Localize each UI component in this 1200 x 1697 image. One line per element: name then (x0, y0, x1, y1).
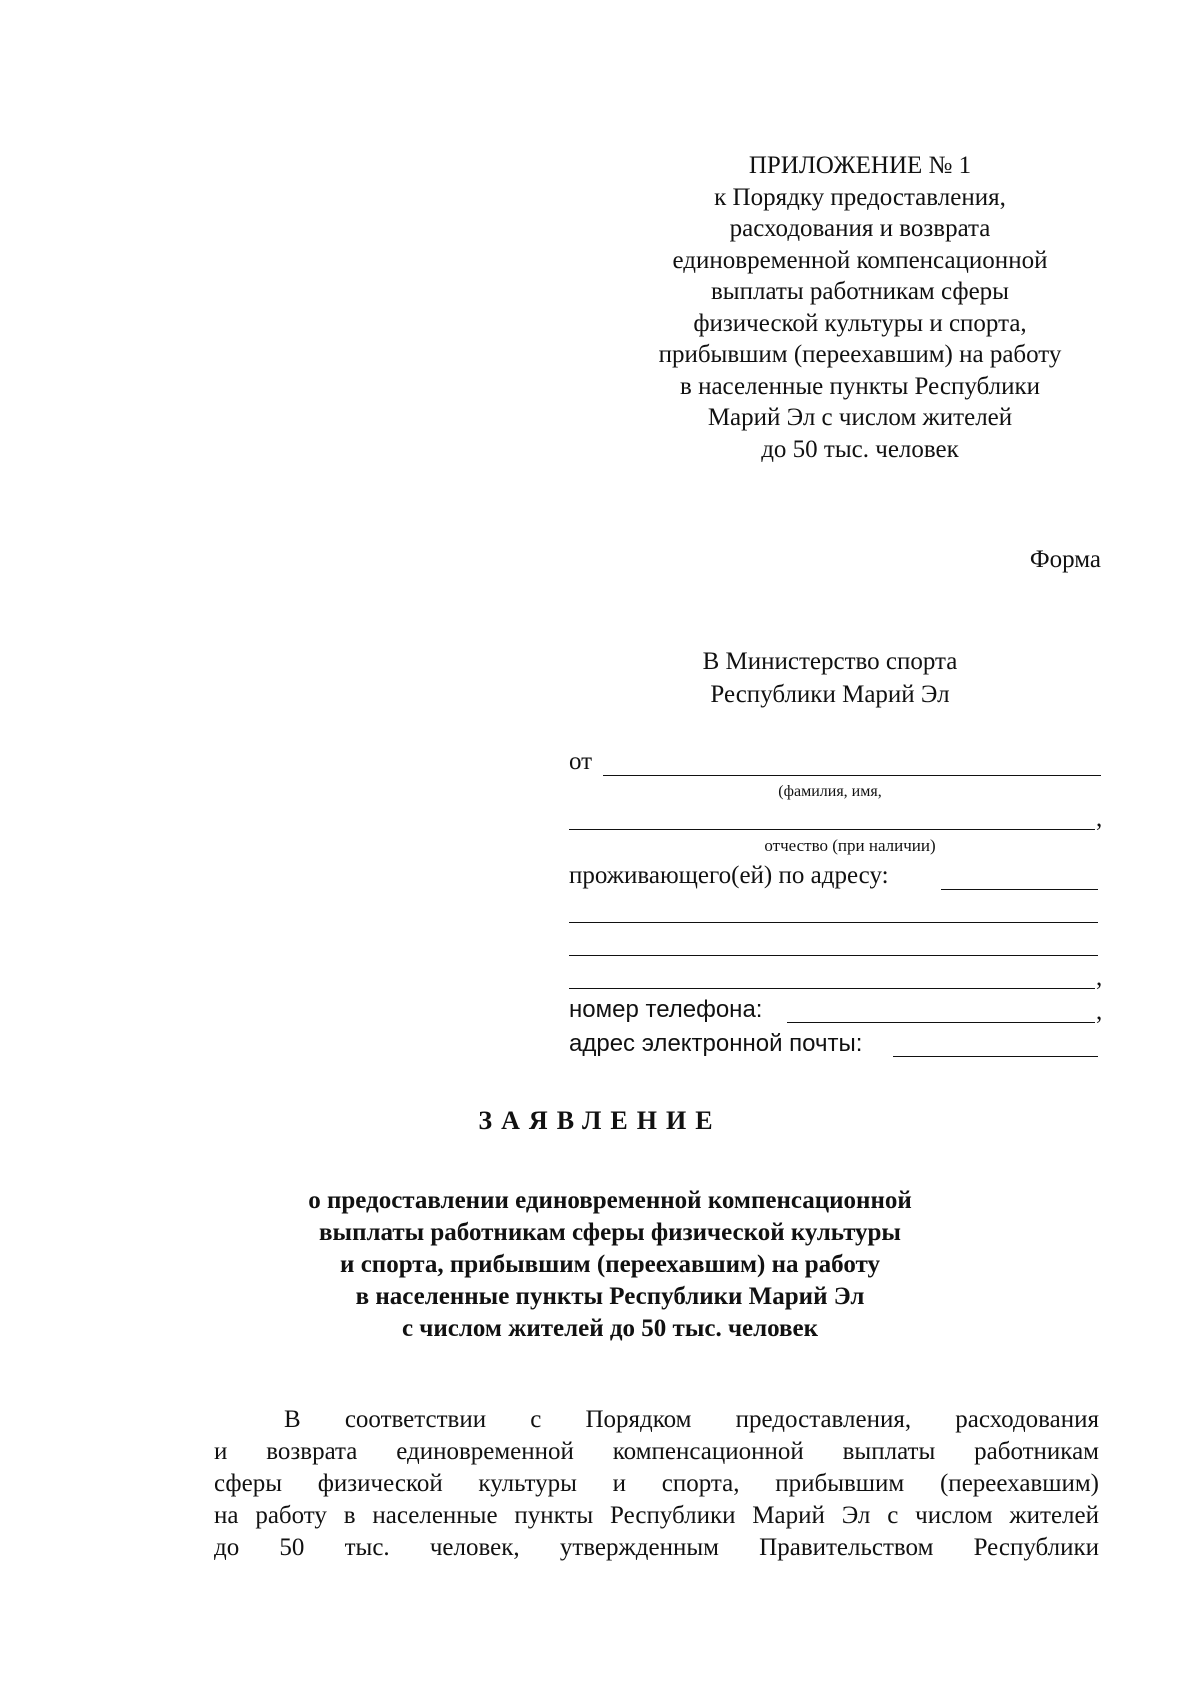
comma: , (1096, 998, 1103, 1025)
address-label: проживающего(ей) по адресу: (569, 862, 889, 889)
appendix-line: Марий Эл с числом жителей (707, 404, 1013, 431)
address-line-4[interactable] (569, 988, 1095, 989)
patronymic-line[interactable] (569, 829, 1095, 830)
recipient-line: Республики Марий Эл (710, 681, 950, 708)
subtitle-line: с числом жителей до 50 тыс. человек (401, 1315, 819, 1342)
address-line-3[interactable] (569, 955, 1098, 956)
appendix-line: расходования и возврата (729, 215, 991, 242)
comma: , (1096, 964, 1103, 991)
name-line[interactable] (603, 775, 1101, 776)
address-line-1[interactable] (941, 889, 1098, 890)
comma: , (1096, 805, 1103, 832)
document-subtitle (250, 1185, 970, 1345)
appendix-block (600, 150, 1120, 465)
body-line: В соответствии с Порядком предоставления, расходования (284, 1406, 1099, 1433)
appendix-line: физической культуры и спорта, (693, 309, 1027, 337)
phone-label: номер телефона: (569, 996, 763, 1023)
body-line: сферы физической культуры и спорта, прибывшим (переехавшим) (214, 1470, 1099, 1497)
address-line-2[interactable] (569, 922, 1098, 923)
appendix-line: к Порядку предоставления, (714, 183, 1006, 211)
subtitle-line: выплаты работникам сферы физической культуры (319, 1219, 901, 1246)
form-label: Форма (1029, 546, 1101, 573)
email-line[interactable] (893, 1056, 1098, 1057)
appendix-line: выплаты работникам сферы (711, 278, 1009, 305)
appendix-line: в населенные пункты Республики (680, 372, 1040, 400)
appendix-line: до 50 тыс. человек (761, 435, 959, 463)
appendix-line: ПРИЛОЖЕНИЕ № 1 (748, 152, 972, 179)
subtitle-line: и спорта, прибывшим (переехавшим) на работу (340, 1251, 880, 1278)
patronymic-hint: отчество (при наличии) (764, 836, 936, 855)
subtitle-line: в населенные пункты Республики Марий Эл (355, 1283, 865, 1310)
email-label: адрес электронной почты: (569, 1030, 863, 1057)
body-line: на работу в населенные пункты Республики Марий Эл с числом жителей (214, 1502, 1099, 1529)
appendix-line: прибывшим (переехавшим) на работу (658, 341, 1062, 368)
subtitle-line: о предоставлении единовременной компенсационной (308, 1187, 912, 1214)
body-line: и возврата единовременной компенсационной выплаты работникам (214, 1438, 1099, 1465)
from-label: от (569, 748, 593, 775)
body-line: до 50 тыс. человек, утвержденным Правительством Республики (214, 1534, 1099, 1561)
phone-line[interactable] (787, 1022, 1095, 1023)
appendix-line: единовременной компенсационной (672, 246, 1048, 274)
document-title: ЗАЯВЛЕНИЕ (478, 1106, 722, 1135)
body-paragraph (214, 1404, 1099, 1564)
recipient-line: В Министерство спорта (702, 648, 958, 675)
recipient-block (620, 645, 1040, 711)
name-hint: (фамилия, имя, (778, 783, 882, 800)
